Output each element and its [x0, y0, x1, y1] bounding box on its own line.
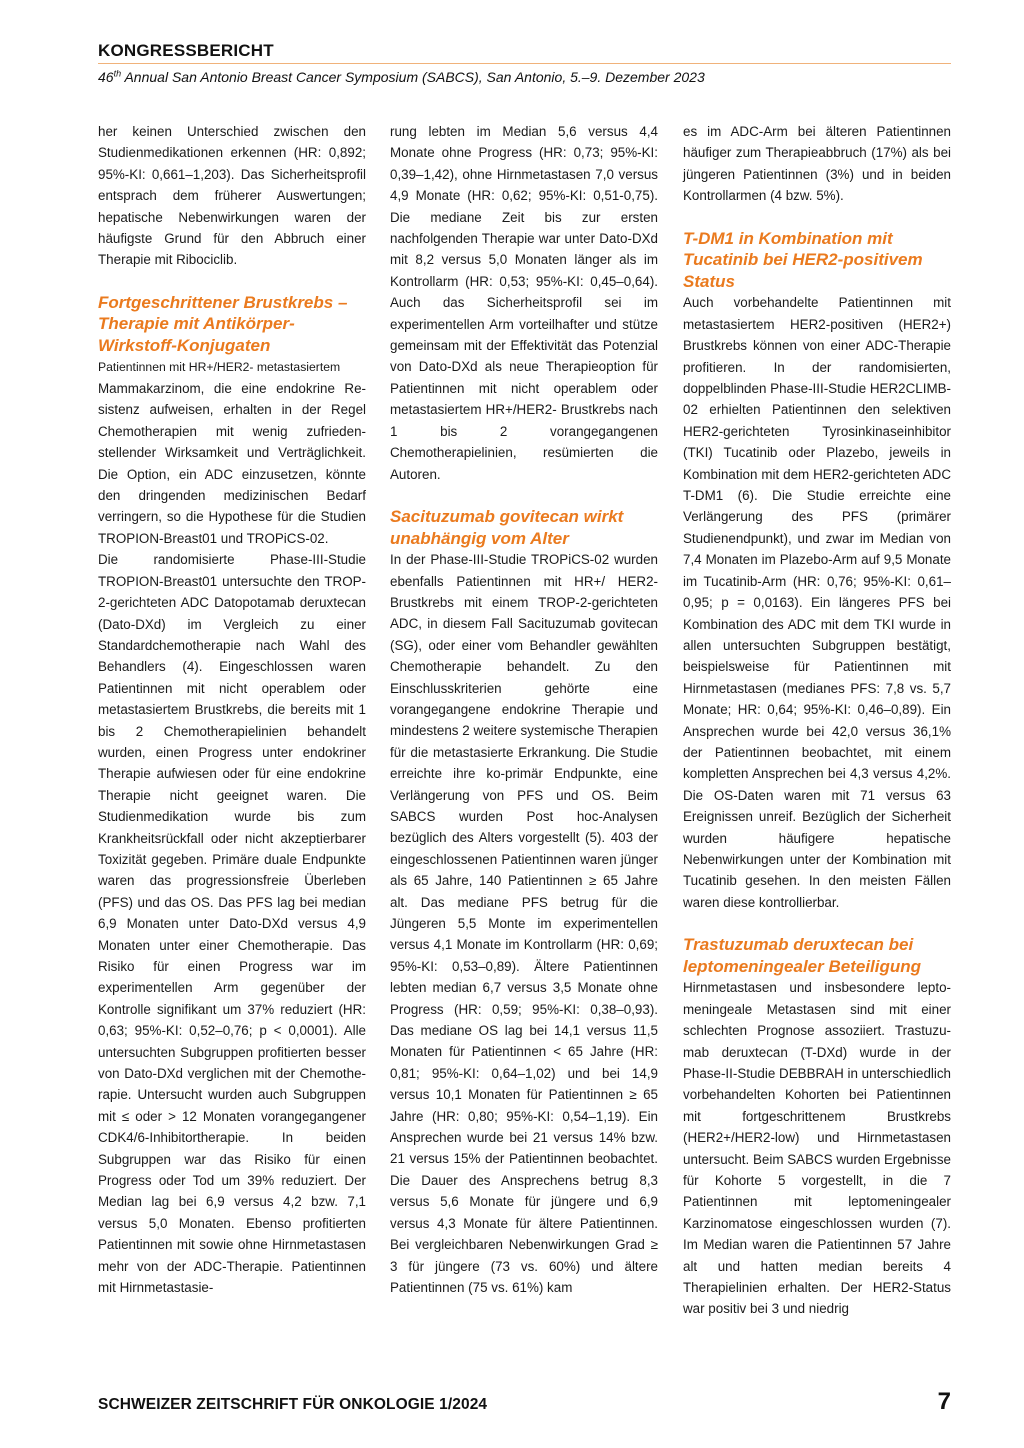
- section-heading: Sacituzumab govitecan wirkt unabhängig vom Alter: [390, 506, 624, 548]
- column-2: [390, 121, 658, 1298]
- paragraph: es im ADC-Arm bei älteren Patientinnen häufiger zum Therapieabbruch (17%) als bei jüngeren Patientinnen (3%) und in beiden Kontrollarmen (4 bzw. 5%).: [683, 124, 951, 204]
- page-header: [98, 40, 951, 87]
- paragraph: Mammakarzinom, die eine endokrine Resistenz aufweisen, erhalten in der Regel Chemotherapien mit wenig zufriedenstellender Wirksamkeit und Verträglichkeit. Die Option, ein ADC einzusetzen, könnte den dringenden medizinischen Bedarf verringern, so die Hypothese für die Studien TROPION-Breast01 und TROPiCS-02.: [98, 381, 366, 546]
- subtitle-ordinal-suffix: th: [113, 68, 122, 79]
- paragraph: her keinen Unterschied zwischen den Studienmedikationen erkennen (HR: 0,892; 95%-KI: 0,661–1,203). Das Sicherheitsprofil entsprach dem früherer Auswertungen; hepatische Nebenwirkungen waren der häufigste Grund für den Abbruch einer Therapie mit Ribociclib.: [98, 124, 366, 268]
- paragraph: rung lebten im Median 5,6 versus 4,4 Monate ohne Progress (HR: 0,73; 95%-KI: 0,39–1,42), ohne Hirnmetastasen 7,0 versus 4,9 Monate (HR: 0,62; 95%-KI: 0,51-0,75). Die mediane Zeit bis zur ersten nachfolgenden Therapie war unter Dato-DXd mit 8,2 versus 5,0 Monaten länger als im Kontrollarm (HR: 0,53; 95%-KI: 0,45–0,64). Auch das Sicherheitsprofil sei im experimentellen Arm vorteilhafter und stütze gemeinsam mit der Effektivität das Potenzial von Dato-DXd als neue Therapieoption für Patientinnen mit nicht operablem oder metastasiertem HR+/HER2- Brustkrebs nach 1 bis 2 vorangegangenen Chemotherapielinien, resümierten die Autoren.: [390, 124, 658, 482]
- section-heading: Fortgeschrittener Brustkrebs – Therapie mit Antikörper-Wirkstoff-Konjugaten: [98, 292, 348, 356]
- paragraph-lead-line: Patientinnen mit HR+/HER2- metastasiertem: [98, 359, 341, 374]
- section-heading: Trastuzumab deruxtecan bei leptomeningealer Beteiligung: [683, 935, 922, 976]
- subtitle-ordinal: 46: [98, 69, 114, 85]
- column-1: [98, 121, 366, 1299]
- section-heading: T-DM1 in Kombination mit Tucatinib bei HER2-positivem Status: [683, 228, 923, 291]
- section-kicker: KONGRESSBERICHT: [98, 41, 274, 60]
- paragraph: Auch vorbehandelte Patientinnen mit metastasiertem HER2-positiven (HER2+) Brustkrebs können von einer ADC-Therapie profitieren. In der randomisierten, doppelblinden Phase-III-Studie HER2CLIMB-02 erhielten Patientinnen den selektiven HER2-gerichteten Tyrosinkinaseinhibitor (TKI) Tucatinib oder Plazebo, jeweils in Kombination mit dem HER2-gerichteten ADC T-DM1 (6). Die Studie erreichte eine Verlängerung des PFS (primärer Studienendpunkt), und zwar im Median von 7,4 Monaten im Plazebo-Arm auf 9,5 Monate im Tucatinib-Arm (HR: 0,76; 95%-KI: 0,61–0,95; p = 0,0163). Ein längeres PFS bei Kombination des ADC mit dem TKI wurde in allen untersuchten Subgruppen bestätigt, beispielsweise für Patientinnen mit Hirnmetastasen (medianes PFS: 7,8 vs. 5,7 Monate; HR: 0,64; 95%-KI: 0,46–0,89). Ein Ansprechen wurde bei 42,0 versus 36,1% der Patientinnen beobachtet, mit einem kompletten Ansprechen bei 4,3 versus 4,2%. Die OS-Daten waren mit 71 versus 63 Ereignissen unreif. Bezüglich der Sicherheit wurden häufigere hepatische Nebenwirkungen unter der Kombination mit Tucatinib gesehen. In den meisten Fällen waren diese kontrollierbar.: [683, 295, 951, 910]
- subtitle-text: Annual San Antonio Breast Cancer Symposium (SABCS), San Antonio, 5.–9. Dezember 2023: [121, 69, 705, 85]
- paragraph: In der Phase-III-Studie TROPiCS-02 wurden ebenfalls Patientinnen mit HR+/ HER2- Brustkrebs mit einem TROP-2-gerichteten ADC, in diesem Fall Sacituzumab govitecan (SG), oder einer vom Behandler gewählten Chemotherapie behandelt. Zu den Einschlusskriterien gehörte eine vorangegangene endokrine Therapie und mindestens 2 weitere systemische Therapien für die metastasierte Erkrankung. Die Studie erreichte ihre ko-primär Endpunkte, eine Verlängerung von PFS und OS. Beim SABCS wurden Post hoc-Analysen bezüglich des Alters vorgestellt (5). 403 der eingeschlossenen Patientinnen waren jünger als 65 Jahre, 140 Patientinnen ≥ 65 Jahre alt. Das mediane PFS betrug für die Jüngeren 5,5 Monte im experimentellen versus 4,1 Monate im Kontrollarm (HR: 0,69; 95%-KI: 0,53–0,89). Ältere Patientinnen lebten median 6,7 versus 3,5 Monate ohne Progress (HR: 0,59; 95%-KI: 0,38–0,93). Das mediane OS lag bei 14,1 versus 11,5 Monaten für Patientinnen < 65 Jahre (HR: 0,81; 95%-KI: 0,64–1,02) und bei 14,9 versus 10,1 Monaten für Patientinnen ≥ 65 Jahre (HR: 0,80; 95%-KI: 0,54–1,19). Ein Ansprechen wurde bei 21 versus 14% bzw. 21 versus 15% der Patientinnen beobachtet. Die Dauer des Ansprechens betrug 8,3 versus 5,6 Monate für jüngere und 6,9 versus 4,3 Monate für ältere Patientinnen. Bei vergleichbaren Nebenwirkungen Grad ≥ 3 für jüngere (73 vs. 60%) und ältere Patientinnen (75 vs. 61%) kam: [390, 552, 658, 1295]
- header-divider: [98, 63, 951, 64]
- column-3: [683, 121, 951, 1320]
- paragraph: Hirnmetastasen und insbesondere leptomeningeale Metastasen sind mit einer schlechten Prognose assoziiert. Trastuzumab deruxtecan (T-DXd) wurde in der Phase-II-Studie DEBBRAH in unterschiedlich vorbehandelten Kohorten bei Patientinnen mit fortgeschrittenem Brustkrebs (HER2+/HER2-low) und Hirnmetastasen untersucht. Beim SABCS wurden Ergebnisse für Kohorte 5 vorgestellt, in die 7 Patientinnen mit leptomeningealer Karzinomatose eingeschlossen wurden (7). Im Median waren die Patientinnen 57 Jahre alt und hatten median bereits 4 Therapielinien erhalten. Der HER2-Status war positiv bei 3 und niedrig: [683, 980, 951, 1317]
- article-body: [98, 121, 951, 1351]
- paragraph: Die randomisierte Phase-III-Studie TROPION-Breast01 untersuchte den TROP-2-gerichteten ADC Datopotamab deruxtecan (Dato-DXd) im Vergleich zu einer Standardchemotherapie nach Wahl des Behandlers (4). Eingeschlossen waren Patientinnen mit nicht operablem oder metastasiertem Brustkrebs, die bereits mit 1 bis 2 Chemotherapielinien behandelt wurden, einen Progress unter endokriner Therapie aufwiesen oder für eine endokrine Therapie nicht geeignet waren. Die Studienmedikation wurde bis zum Krankheitsrückfall oder nicht akzeptierbarer Toxizität gegeben. Primäre duale Endpunkte waren das progressionsfreie Überleben (PFS) und das OS. Das PFS lag bei median 6,9 Monaten unter Dato-DXd versus 4,9 Monaten unter einer Chemotherapie. Das Risiko für einen Progress war im experimentellen Arm gegenüber der Kontrolle signifikant um 37% reduziert (HR: 0,63; 95%-KI: 0,52–0,76; p < 0,0001). Alle untersuchten Subgruppen profitierten besser von Dato-DXd verglichen mit der Chemotherapie. Untersucht wurden auch Subgruppen mit ≤ oder > 12 Monaten vorangegangener CDK4/6-Inhibitortherapie. In beiden Subgruppen war das Risiko für einen Progress oder Tod um 39% reduziert. Der Median lag bei 6,9 versus 4,2 bzw. 7,1 versus 5,0 Monaten. Ebenso profitierten Patientinnen mit sowie ohne Hirnmetastasen mehr von der ADC-Therapie. Patientinnen mit Hirnmetastasie-: [98, 552, 366, 1296]
- page-number: 7: [937, 1388, 951, 1415]
- congress-subtitle: [98, 67, 951, 87]
- journal-footer: SCHWEIZER ZEITSCHRIFT FÜR ONKOLOGIE 1/2024: [98, 1396, 488, 1413]
